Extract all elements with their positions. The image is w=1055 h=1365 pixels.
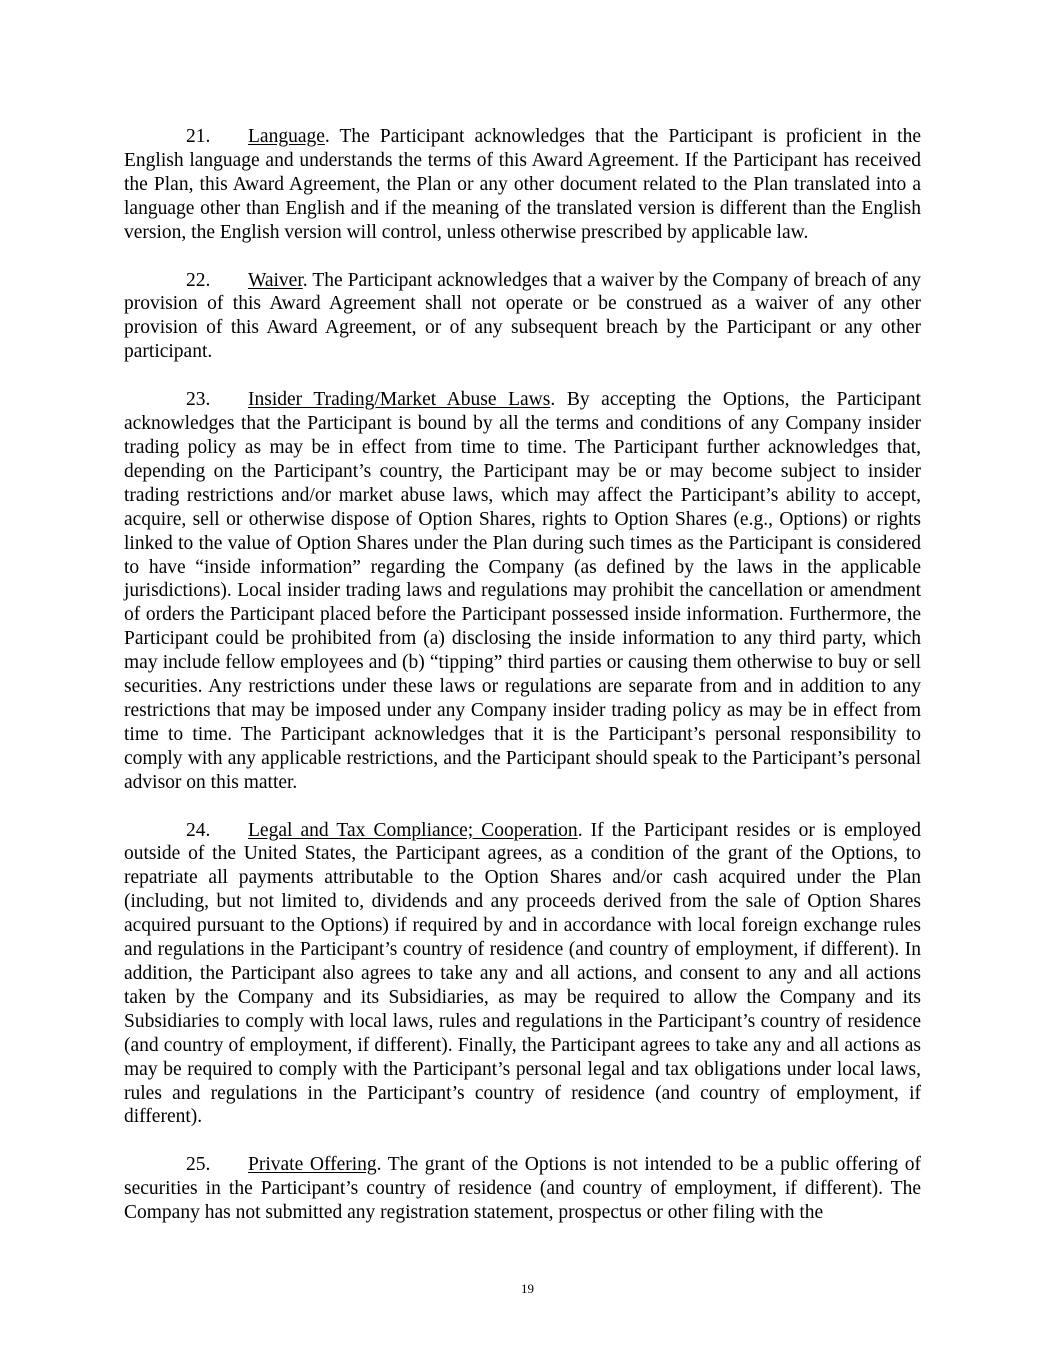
section-number: 22. <box>186 269 211 291</box>
section-22 <box>124 269 921 365</box>
section-body: . The Participant acknowledges that a waiver by the Company of breach of any provision of this Award Agreement shall not operate or be construed as a waiver of any other provision of this Award Agreement, or of any subsequent breach by the Participant or any other participant. <box>124 269 921 363</box>
section-24 <box>124 819 921 1130</box>
section-number: 25. <box>186 1154 211 1176</box>
section-body: . If the Participant resides or is employed outside of the United States, the Participant agrees, as a condition of the grant of the Options, to repatriate all payments attributable to the Option Shares and/or cash acquired under the Plan (including, but not limited to, dividends and any proceeds derived from the sale of Option Shares acquired pursuant to the Options) if required by and in accordance with local foreign exchange rules and regulations in the Participant’s country of residence (and country of employment, if different). In addition, the Participant also agrees to take any and all actions, and consent to any and all actions taken by the Company and its Subsidiaries, as may be required to allow the Company and its Subsidiaries to comply with local laws, rules and regulations in the Participant’s country of residence (and country of employment, if different). Finally, the Participant agrees to take any and all actions as may be required to comply with the Participant’s personal legal and tax obligations under local laws, rules and regulations in the Participant’s country of residence (and country of employment, if different). <box>124 819 921 1128</box>
section-25 <box>124 1153 921 1225</box>
section-heading: Waiver <box>248 269 303 291</box>
section-body: . By accepting the Options, the Participant acknowledges that the Participant is bound by all the terms and conditions of any Company insider trading policy as may be in effect from time to time. The Participant further acknowledges that, depending on the Participant’s country, the Participant may be or may become subject to insider trading restrictions and/or market abuse laws, which may affect the Participant’s ability to accept, acquire, sell or otherwise dispose of Option Shares, rights to Option Shares (e.g., Options) or rights linked to the value of Option Shares under the Plan during such times as the Participant is considered to have “inside information” regarding the Company (as defined by the laws in the applicable jurisdictions). Local insider trading laws and regulations may prohibit the cancellation or amendment of orders the Participant placed before the Participant possessed inside information. Furthermore, the Participant could be prohibited from (a) disclosing the inside information to any third party, which may include fellow employees and (b) “tipping” third parties or causing them otherwise to buy or sell securities. Any restrictions under these laws or regulations are separate from and in addition to any restrictions that may be imposed under any Company insider trading policy as may be in effect from time to time. The Participant acknowledges that it is the Participant’s personal responsibility to comply with any applicable restrictions, and the Participant should speak to the Participant’s personal advisor on this matter. <box>124 389 921 793</box>
section-body: . The Participant acknowledges that the Participant is proficient in the English language and understands the terms of this Award Agreement. If the Participant has received the Plan, this Award Agreement, the Plan or any other document related to the Plan translated into a language other than English and if the meaning of the translated version is different than the English version, the English version will control, unless otherwise prescribed by applicable law. <box>124 126 921 243</box>
section-heading: Insider Trading/Market Abuse Laws <box>248 389 551 411</box>
section-21 <box>124 125 921 245</box>
section-heading: Language <box>248 126 325 147</box>
section-23 <box>124 388 921 794</box>
section-heading: Private Offering <box>248 1154 377 1176</box>
section-body: . The grant of the Options is not intended to be a public offering of securities in the Participant’s country of residence (and country of employment, if different). The Company has not submitted any registration statement, prospectus or other filing with the <box>124 1154 921 1224</box>
document-page <box>124 125 921 1249</box>
section-number: 24. <box>186 819 211 841</box>
section-number: 21. <box>186 126 211 147</box>
page-number: 19 <box>521 1281 534 1296</box>
section-number: 23. <box>186 389 211 411</box>
section-heading: Legal and Tax Compliance; Cooperation <box>248 819 578 841</box>
